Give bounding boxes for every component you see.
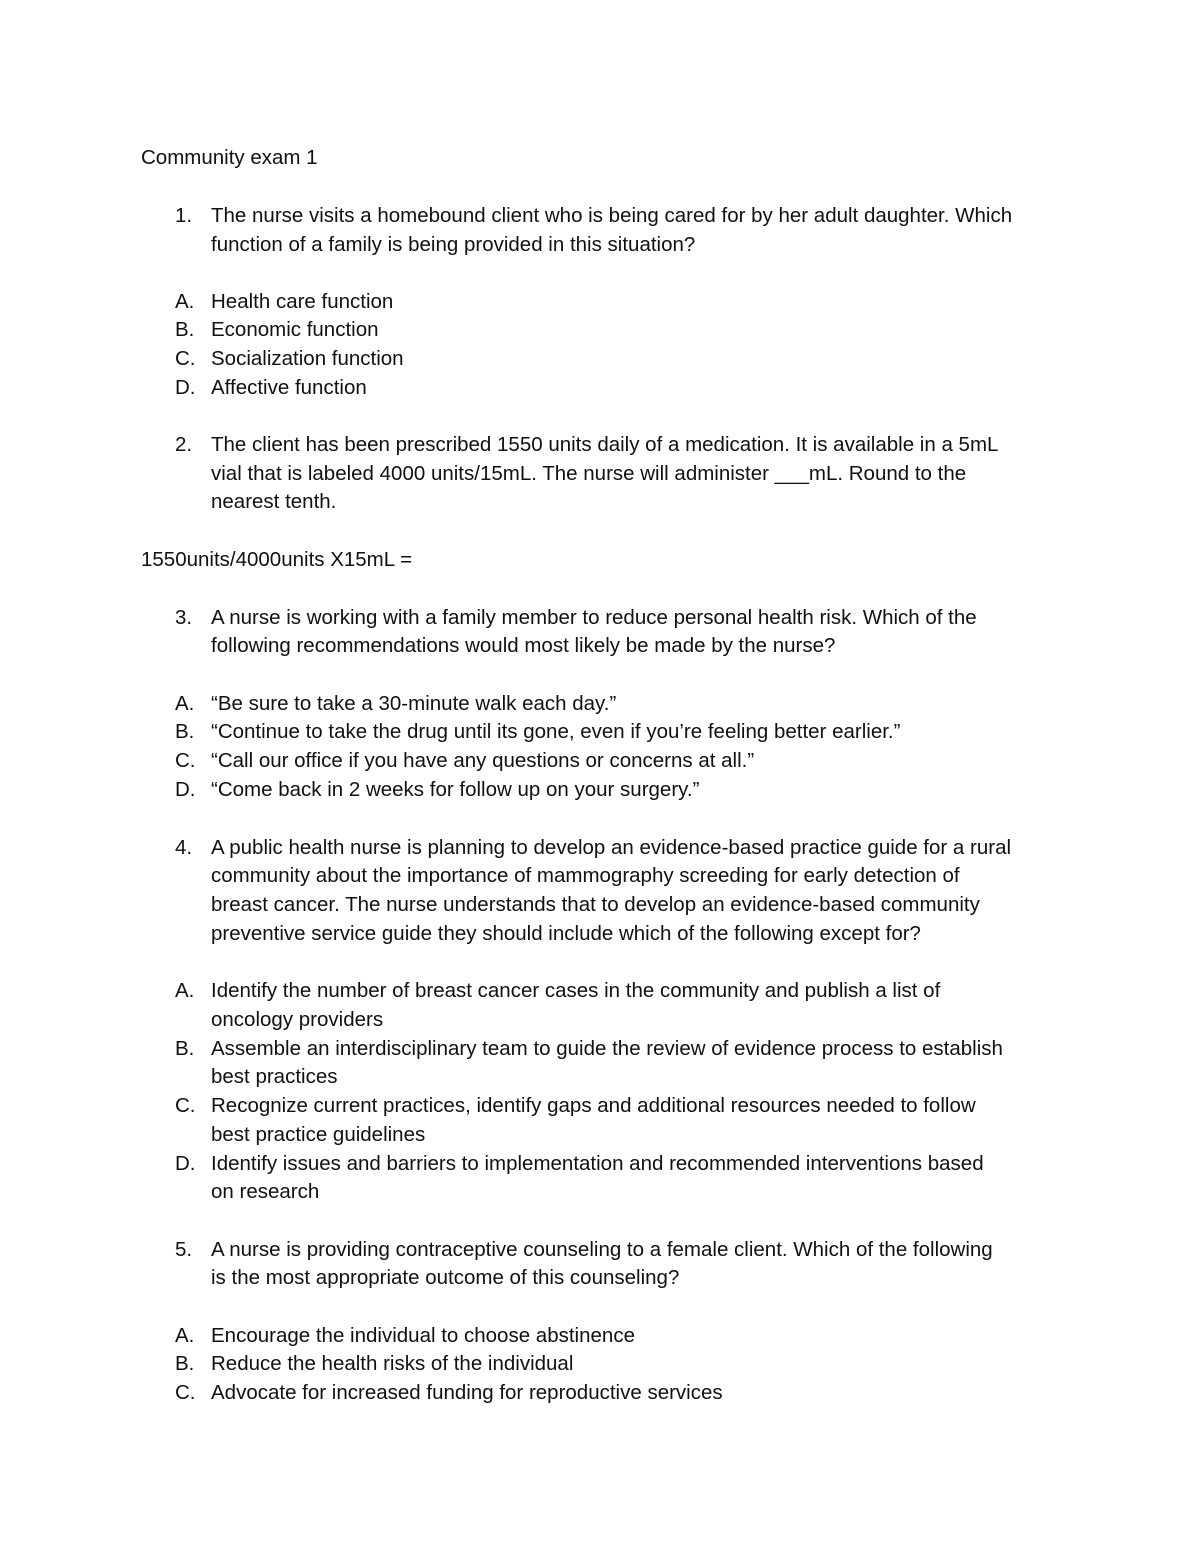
option-letter: C. (175, 1094, 196, 1117)
option-text: Identify issues and barriers to implementation and recommended interventions based (211, 1152, 984, 1175)
option-letter: D. (175, 778, 196, 801)
question-text-line: community about the importance of mammography screeding for early detection of (211, 864, 960, 887)
option-letter: B. (175, 1352, 195, 1375)
option-text: “Call our office if you have any questions or concerns at all.” (211, 749, 755, 772)
question-text-line: The client has been prescribed 1550 units daily of a medication. It is available in a 5mL (211, 433, 999, 456)
option-letter: D. (175, 1152, 196, 1175)
option-letter: C. (175, 347, 196, 370)
option-text: “Be sure to take a 30-minute walk each day.” (211, 692, 617, 715)
option-text: “Come back in 2 weeks for follow up on your surgery.” (211, 778, 700, 801)
option-text: best practices (211, 1065, 338, 1088)
question-text-line: A public health nurse is planning to develop an evidence-based practice guide for a rural (211, 836, 1012, 859)
option-text: Reduce the health risks of the individual (211, 1352, 574, 1375)
option-text: Advocate for increased funding for reproductive services (211, 1381, 723, 1404)
option-text: on research (211, 1180, 320, 1203)
question-text-line: function of a family is being provided in this situation? (211, 233, 696, 256)
question-text-line: breast cancer. The nurse understands that to develop an evidence-based community (211, 893, 980, 916)
option-letter: D. (175, 376, 196, 399)
question-number: 2. (175, 433, 193, 456)
option-letter: A. (175, 979, 195, 1002)
question-number: 3. (175, 606, 193, 629)
question-text-line: nearest tenth. (211, 490, 337, 513)
question-number: 5. (175, 1238, 193, 1261)
question-text-line: A nurse is working with a family member to reduce personal health risk. Which of the (211, 606, 977, 629)
option-letter: B. (175, 1037, 195, 1060)
option-letter: A. (175, 290, 195, 313)
option-text: Identify the number of breast cancer cases in the community and publish a list of (211, 979, 941, 1002)
option-letter: C. (175, 749, 196, 772)
option-letter: A. (175, 692, 195, 715)
option-text: best practice guidelines (211, 1123, 426, 1146)
option-text: Health care function (211, 290, 394, 313)
option-letter: B. (175, 318, 195, 341)
question-text-line: The nurse visits a homebound client who is being cared for by her adult daughter. Which (211, 204, 1013, 227)
option-text: “Continue to take the drug until its gone, even if you’re feeling better earlier.” (211, 720, 901, 743)
document-title: Community exam 1 (141, 146, 318, 169)
calculation-work: 1550units/4000units X15mL = (141, 548, 413, 571)
question-text-line: is the most appropriate outcome of this counseling? (211, 1266, 680, 1289)
option-text: Recognize current practices, identify gaps and additional resources needed to follow (211, 1094, 976, 1117)
option-text: Encourage the individual to choose abstinence (211, 1324, 635, 1347)
option-text: Assemble an interdisciplinary team to guide the review of evidence process to establish (211, 1037, 1003, 1060)
option-letter: C. (175, 1381, 196, 1404)
question-text-line: vial that is labeled 4000 units/15mL. The nurse will administer ___mL. Round to the (211, 462, 967, 485)
question-text-line: preventive service guide they should include which of the following except for? (211, 922, 921, 945)
question-number: 1. (175, 204, 193, 227)
question-text-line: A nurse is providing contraceptive counseling to a female client. Which of the following (211, 1238, 993, 1261)
option-text: oncology providers (211, 1008, 384, 1031)
option-text: Affective function (211, 376, 367, 399)
option-text: Economic function (211, 318, 379, 341)
question-text-line: following recommendations would most likely be made by the nurse? (211, 634, 836, 657)
question-number: 4. (175, 836, 193, 859)
option-text: Socialization function (211, 347, 404, 370)
option-letter: A. (175, 1324, 195, 1347)
option-letter: B. (175, 720, 195, 743)
